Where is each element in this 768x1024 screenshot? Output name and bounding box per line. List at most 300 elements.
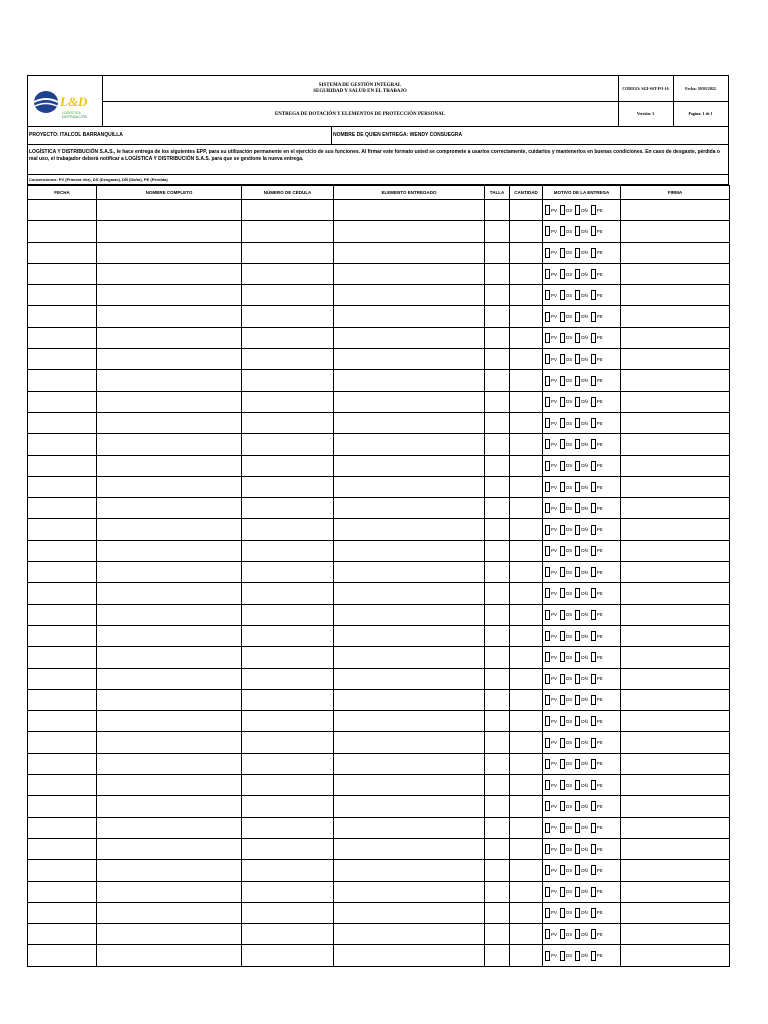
motivo-checkbox[interactable] [560,248,565,258]
talla-cell[interactable] [485,327,510,348]
cedula-cell[interactable] [242,647,334,668]
cedula-cell[interactable] [242,732,334,753]
fecha-cell[interactable] [28,540,97,561]
motivo-checkbox[interactable] [591,461,596,471]
motivo-checkbox[interactable] [560,269,565,279]
motivo-checkbox[interactable] [545,461,550,471]
cedula-cell[interactable] [242,583,334,604]
elemento-cell[interactable] [334,562,485,583]
fecha-cell[interactable] [28,412,97,433]
talla-cell[interactable] [485,924,510,945]
motivo-checkbox[interactable] [575,865,580,875]
nombre-cell[interactable] [97,327,242,348]
motivo-checkbox[interactable] [560,951,565,961]
motivo-checkbox[interactable] [545,631,550,641]
motivo-checkbox[interactable] [591,865,596,875]
motivo-checkbox[interactable] [575,461,580,471]
motivo-checkbox[interactable] [545,546,550,556]
cantidad-cell[interactable] [510,285,543,306]
fecha-cell[interactable] [28,370,97,391]
fecha-cell[interactable] [28,689,97,710]
motivo-checkbox[interactable] [591,248,596,258]
fecha-cell[interactable] [28,221,97,242]
fecha-cell[interactable] [28,647,97,668]
motivo-checkbox[interactable] [591,376,596,386]
talla-cell[interactable] [485,498,510,519]
motivo-checkbox[interactable] [545,908,550,918]
fecha-cell[interactable] [28,902,97,923]
nombre-cell[interactable] [97,604,242,625]
motivo-checkbox[interactable] [591,312,596,322]
cantidad-cell[interactable] [510,200,543,221]
motivo-checkbox[interactable] [560,546,565,556]
cedula-cell[interactable] [242,391,334,412]
motivo-checkbox[interactable] [591,290,596,300]
motivo-checkbox[interactable] [575,269,580,279]
cantidad-cell[interactable] [510,263,543,284]
cantidad-cell[interactable] [510,391,543,412]
cantidad-cell[interactable] [510,668,543,689]
elemento-cell[interactable] [334,434,485,455]
cedula-cell[interactable] [242,689,334,710]
motivo-checkbox[interactable] [560,376,565,386]
cedula-cell[interactable] [242,498,334,519]
nombre-cell[interactable] [97,838,242,859]
motivo-checkbox[interactable] [575,525,580,535]
elemento-cell[interactable] [334,945,485,966]
motivo-checkbox[interactable] [560,929,565,939]
fecha-cell[interactable] [28,476,97,497]
motivo-checkbox[interactable] [591,418,596,428]
firma-cell[interactable] [621,540,730,561]
motivo-checkbox[interactable] [575,674,580,684]
cedula-cell[interactable] [242,242,334,263]
nombre-cell[interactable] [97,732,242,753]
fecha-cell[interactable] [28,753,97,774]
motivo-checkbox[interactable] [575,652,580,662]
cantidad-cell[interactable] [510,838,543,859]
motivo-checkbox[interactable] [560,226,565,236]
motivo-checkbox[interactable] [560,887,565,897]
motivo-checkbox[interactable] [591,226,596,236]
motivo-checkbox[interactable] [591,844,596,854]
firma-cell[interactable] [621,221,730,242]
cantidad-cell[interactable] [510,519,543,540]
cedula-cell[interactable] [242,902,334,923]
motivo-checkbox[interactable] [575,312,580,322]
cantidad-cell[interactable] [510,625,543,646]
cedula-cell[interactable] [242,349,334,370]
cantidad-cell[interactable] [510,647,543,668]
elemento-cell[interactable] [334,881,485,902]
firma-cell[interactable] [621,412,730,433]
cantidad-cell[interactable] [510,349,543,370]
nombre-cell[interactable] [97,881,242,902]
motivo-checkbox[interactable] [575,738,580,748]
motivo-checkbox[interactable] [560,290,565,300]
elemento-cell[interactable] [334,647,485,668]
nombre-cell[interactable] [97,519,242,540]
talla-cell[interactable] [485,796,510,817]
nombre-cell[interactable] [97,625,242,646]
motivo-checkbox[interactable] [591,780,596,790]
firma-cell[interactable] [621,285,730,306]
cedula-cell[interactable] [242,434,334,455]
elemento-cell[interactable] [334,200,485,221]
motivo-checkbox[interactable] [545,695,550,705]
firma-cell[interactable] [621,775,730,796]
firma-cell[interactable] [621,647,730,668]
cantidad-cell[interactable] [510,562,543,583]
firma-cell[interactable] [621,476,730,497]
firma-cell[interactable] [621,200,730,221]
motivo-checkbox[interactable] [560,716,565,726]
fecha-cell[interactable] [28,775,97,796]
motivo-checkbox[interactable] [545,738,550,748]
motivo-checkbox[interactable] [560,397,565,407]
cantidad-cell[interactable] [510,476,543,497]
nombre-cell[interactable] [97,412,242,433]
motivo-checkbox[interactable] [575,610,580,620]
fecha-cell[interactable] [28,711,97,732]
motivo-checkbox[interactable] [591,503,596,513]
cedula-cell[interactable] [242,200,334,221]
cantidad-cell[interactable] [510,689,543,710]
motivo-checkbox[interactable] [591,610,596,620]
motivo-checkbox[interactable] [575,503,580,513]
nombre-cell[interactable] [97,370,242,391]
talla-cell[interactable] [485,412,510,433]
elemento-cell[interactable] [334,668,485,689]
nombre-cell[interactable] [97,349,242,370]
motivo-checkbox[interactable] [591,674,596,684]
nombre-cell[interactable] [97,540,242,561]
elemento-cell[interactable] [334,711,485,732]
firma-cell[interactable] [621,455,730,476]
firma-cell[interactable] [621,732,730,753]
fecha-cell[interactable] [28,583,97,604]
motivo-checkbox[interactable] [545,354,550,364]
motivo-checkbox[interactable] [591,887,596,897]
talla-cell[interactable] [485,519,510,540]
motivo-checkbox[interactable] [545,439,550,449]
motivo-checkbox[interactable] [560,801,565,811]
motivo-checkbox[interactable] [591,333,596,343]
elemento-cell[interactable] [334,753,485,774]
cantidad-cell[interactable] [510,924,543,945]
elemento-cell[interactable] [334,732,485,753]
motivo-checkbox[interactable] [591,801,596,811]
motivo-checkbox[interactable] [545,865,550,875]
firma-cell[interactable] [621,711,730,732]
talla-cell[interactable] [485,349,510,370]
elemento-cell[interactable] [334,796,485,817]
cantidad-cell[interactable] [510,370,543,391]
cedula-cell[interactable] [242,775,334,796]
fecha-cell[interactable] [28,349,97,370]
motivo-checkbox[interactable] [591,738,596,748]
motivo-checkbox[interactable] [545,205,550,215]
cedula-cell[interactable] [242,562,334,583]
firma-cell[interactable] [621,519,730,540]
motivo-checkbox[interactable] [591,588,596,598]
motivo-checkbox[interactable] [560,865,565,875]
motivo-checkbox[interactable] [575,248,580,258]
motivo-checkbox[interactable] [545,269,550,279]
firma-cell[interactable] [621,242,730,263]
motivo-checkbox[interactable] [560,759,565,769]
talla-cell[interactable] [485,647,510,668]
talla-cell[interactable] [485,753,510,774]
fecha-cell[interactable] [28,562,97,583]
motivo-checkbox[interactable] [560,652,565,662]
elemento-cell[interactable] [334,349,485,370]
talla-cell[interactable] [485,689,510,710]
fecha-cell[interactable] [28,732,97,753]
cantidad-cell[interactable] [510,902,543,923]
motivo-checkbox[interactable] [560,674,565,684]
elemento-cell[interactable] [334,498,485,519]
motivo-checkbox[interactable] [575,759,580,769]
motivo-checkbox[interactable] [545,376,550,386]
nombre-cell[interactable] [97,200,242,221]
firma-cell[interactable] [621,817,730,838]
cantidad-cell[interactable] [510,796,543,817]
motivo-checkbox[interactable] [591,908,596,918]
motivo-checkbox[interactable] [545,482,550,492]
elemento-cell[interactable] [334,689,485,710]
motivo-checkbox[interactable] [545,887,550,897]
cedula-cell[interactable] [242,945,334,966]
motivo-checkbox[interactable] [591,439,596,449]
firma-cell[interactable] [621,370,730,391]
talla-cell[interactable] [485,476,510,497]
motivo-checkbox[interactable] [575,823,580,833]
cantidad-cell[interactable] [510,306,543,327]
motivo-checkbox[interactable] [560,482,565,492]
motivo-checkbox[interactable] [575,780,580,790]
talla-cell[interactable] [485,221,510,242]
firma-cell[interactable] [621,838,730,859]
motivo-checkbox[interactable] [575,567,580,577]
nombre-cell[interactable] [97,711,242,732]
fecha-cell[interactable] [28,455,97,476]
talla-cell[interactable] [485,817,510,838]
cedula-cell[interactable] [242,285,334,306]
nombre-cell[interactable] [97,306,242,327]
motivo-checkbox[interactable] [560,333,565,343]
motivo-checkbox[interactable] [591,482,596,492]
nombre-cell[interactable] [97,434,242,455]
firma-cell[interactable] [621,263,730,284]
motivo-checkbox[interactable] [560,695,565,705]
motivo-checkbox[interactable] [591,397,596,407]
elemento-cell[interactable] [334,476,485,497]
firma-cell[interactable] [621,881,730,902]
motivo-checkbox[interactable] [545,823,550,833]
motivo-checkbox[interactable] [545,652,550,662]
motivo-checkbox[interactable] [575,588,580,598]
motivo-checkbox[interactable] [591,652,596,662]
elemento-cell[interactable] [334,455,485,476]
fecha-cell[interactable] [28,200,97,221]
cantidad-cell[interactable] [510,540,543,561]
elemento-cell[interactable] [334,263,485,284]
nombre-cell[interactable] [97,583,242,604]
talla-cell[interactable] [485,711,510,732]
nombre-cell[interactable] [97,689,242,710]
talla-cell[interactable] [485,200,510,221]
cedula-cell[interactable] [242,306,334,327]
nombre-cell[interactable] [97,924,242,945]
firma-cell[interactable] [621,945,730,966]
firma-cell[interactable] [621,604,730,625]
cedula-cell[interactable] [242,838,334,859]
motivo-checkbox[interactable] [575,801,580,811]
firma-cell[interactable] [621,860,730,881]
nombre-cell[interactable] [97,498,242,519]
motivo-checkbox[interactable] [591,567,596,577]
motivo-checkbox[interactable] [545,226,550,236]
talla-cell[interactable] [485,625,510,646]
cantidad-cell[interactable] [510,732,543,753]
fecha-cell[interactable] [28,498,97,519]
motivo-checkbox[interactable] [591,546,596,556]
cedula-cell[interactable] [242,924,334,945]
nombre-cell[interactable] [97,753,242,774]
motivo-checkbox[interactable] [545,844,550,854]
cedula-cell[interactable] [242,519,334,540]
cantidad-cell[interactable] [510,327,543,348]
cedula-cell[interactable] [242,796,334,817]
motivo-checkbox[interactable] [545,951,550,961]
fecha-cell[interactable] [28,306,97,327]
nombre-cell[interactable] [97,391,242,412]
elemento-cell[interactable] [334,540,485,561]
motivo-checkbox[interactable] [545,397,550,407]
cantidad-cell[interactable] [510,711,543,732]
talla-cell[interactable] [485,604,510,625]
cedula-cell[interactable] [242,476,334,497]
motivo-checkbox[interactable] [560,418,565,428]
motivo-checkbox[interactable] [575,397,580,407]
fecha-cell[interactable] [28,668,97,689]
motivo-checkbox[interactable] [545,716,550,726]
motivo-checkbox[interactable] [545,780,550,790]
talla-cell[interactable] [485,540,510,561]
motivo-checkbox[interactable] [575,205,580,215]
motivo-checkbox[interactable] [591,716,596,726]
fecha-cell[interactable] [28,391,97,412]
motivo-checkbox[interactable] [545,418,550,428]
talla-cell[interactable] [485,583,510,604]
motivo-checkbox[interactable] [545,610,550,620]
cedula-cell[interactable] [242,817,334,838]
talla-cell[interactable] [485,881,510,902]
motivo-checkbox[interactable] [560,205,565,215]
cedula-cell[interactable] [242,370,334,391]
firma-cell[interactable] [621,902,730,923]
firma-cell[interactable] [621,924,730,945]
cedula-cell[interactable] [242,221,334,242]
motivo-checkbox[interactable] [560,631,565,641]
nombre-cell[interactable] [97,476,242,497]
fecha-cell[interactable] [28,519,97,540]
elemento-cell[interactable] [334,625,485,646]
talla-cell[interactable] [485,370,510,391]
firma-cell[interactable] [621,498,730,519]
motivo-checkbox[interactable] [591,631,596,641]
firma-cell[interactable] [621,562,730,583]
motivo-checkbox[interactable] [560,354,565,364]
cedula-cell[interactable] [242,540,334,561]
fecha-cell[interactable] [28,796,97,817]
nombre-cell[interactable] [97,647,242,668]
elemento-cell[interactable] [334,924,485,945]
elemento-cell[interactable] [334,902,485,923]
motivo-checkbox[interactable] [591,525,596,535]
elemento-cell[interactable] [334,583,485,604]
elemento-cell[interactable] [334,519,485,540]
motivo-checkbox[interactable] [575,844,580,854]
motivo-checkbox[interactable] [560,439,565,449]
motivo-checkbox[interactable] [575,695,580,705]
motivo-checkbox[interactable] [575,376,580,386]
cantidad-cell[interactable] [510,817,543,838]
talla-cell[interactable] [485,732,510,753]
motivo-checkbox[interactable] [545,290,550,300]
motivo-checkbox[interactable] [575,333,580,343]
fecha-cell[interactable] [28,945,97,966]
elemento-cell[interactable] [334,285,485,306]
fecha-cell[interactable] [28,924,97,945]
fecha-cell[interactable] [28,285,97,306]
fecha-cell[interactable] [28,604,97,625]
elemento-cell[interactable] [334,306,485,327]
motivo-checkbox[interactable] [575,631,580,641]
talla-cell[interactable] [485,562,510,583]
motivo-checkbox[interactable] [545,567,550,577]
talla-cell[interactable] [485,434,510,455]
motivo-checkbox[interactable] [575,439,580,449]
talla-cell[interactable] [485,902,510,923]
nombre-cell[interactable] [97,562,242,583]
motivo-checkbox[interactable] [560,525,565,535]
motivo-checkbox[interactable] [575,887,580,897]
fecha-cell[interactable] [28,263,97,284]
firma-cell[interactable] [621,753,730,774]
cantidad-cell[interactable] [510,775,543,796]
motivo-checkbox[interactable] [591,759,596,769]
fecha-cell[interactable] [28,327,97,348]
motivo-checkbox[interactable] [575,290,580,300]
cedula-cell[interactable] [242,455,334,476]
elemento-cell[interactable] [334,817,485,838]
motivo-checkbox[interactable] [575,418,580,428]
motivo-checkbox[interactable] [560,908,565,918]
nombre-cell[interactable] [97,860,242,881]
motivo-checkbox[interactable] [560,610,565,620]
cedula-cell[interactable] [242,711,334,732]
firma-cell[interactable] [621,306,730,327]
cantidad-cell[interactable] [510,242,543,263]
firma-cell[interactable] [621,668,730,689]
cantidad-cell[interactable] [510,604,543,625]
cedula-cell[interactable] [242,625,334,646]
nombre-cell[interactable] [97,796,242,817]
nombre-cell[interactable] [97,945,242,966]
talla-cell[interactable] [485,860,510,881]
